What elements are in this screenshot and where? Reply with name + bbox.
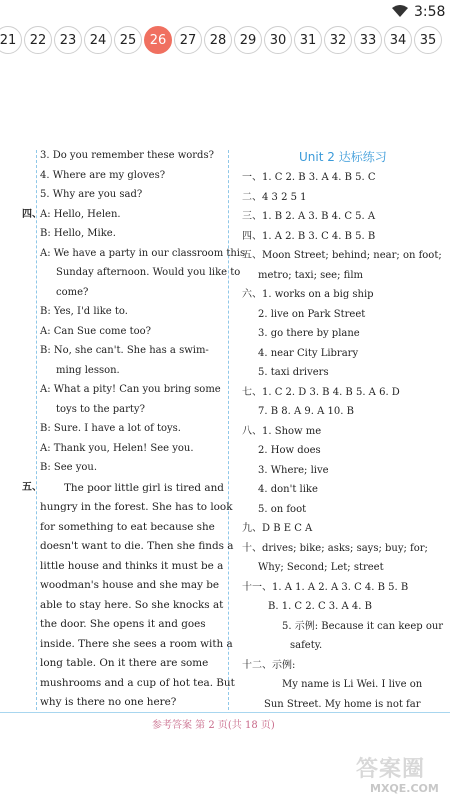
answer-line: little house and thinks it must be a xyxy=(40,559,224,572)
page-button-32[interactable]: 32 xyxy=(324,26,352,54)
key-line: 九、D B E C A xyxy=(242,523,313,534)
page-button-30[interactable]: 30 xyxy=(264,26,292,54)
page-button-23[interactable]: 23 xyxy=(54,26,82,54)
key-line: 4. near City Library xyxy=(258,347,359,359)
answer-line: mushrooms and a cup of hot tea. But xyxy=(40,676,235,689)
key-line: 十二、示例: xyxy=(242,659,296,671)
key-line: 3. Where; live xyxy=(258,464,329,476)
section-marker: 四、 xyxy=(22,208,42,220)
page-button-21[interactable]: 21 xyxy=(0,26,22,54)
key-line: 二、4 3 2 5 1 xyxy=(242,191,307,203)
key-line: 2. How does xyxy=(258,445,321,456)
key-line: 七、1. C 2. D 3. B 4. B 5. A 6. D xyxy=(242,386,400,398)
watermark-main: 答案圈 xyxy=(356,757,426,782)
status-bar xyxy=(0,0,450,24)
answer-line: woodman's house and she may be xyxy=(40,579,220,591)
page-button-31[interactable]: 31 xyxy=(294,26,322,54)
answer-line: come? xyxy=(56,286,89,298)
answer-line: 5. Why are you sad? xyxy=(40,189,143,200)
column-divider xyxy=(228,150,229,710)
answer-line: B: No, she can't. She has a swim- xyxy=(40,345,209,356)
answer-line: The poor little girl is tired and xyxy=(64,481,224,494)
answer-line: B: Yes, I'd like to. xyxy=(40,306,128,317)
key-line: 十一、1. A 1. A 2. A 3. C 4. B 5. B xyxy=(242,581,409,593)
answer-line: A: Hello, Helen. xyxy=(40,208,121,220)
watermark-sub: MXQE.COM xyxy=(370,782,439,795)
key-line: 5. taxi drivers xyxy=(258,367,329,378)
key-line: 六、1. works on a big ship xyxy=(242,289,374,300)
key-line: 5. on foot xyxy=(258,503,307,515)
key-line: 五、Moon Street; behind; near; on foot; xyxy=(242,250,442,261)
key-line: Sun Street. My home is not far xyxy=(264,698,421,710)
page-button-24[interactable]: 24 xyxy=(84,26,112,54)
key-line: 5. 示例: Because it can keep our xyxy=(282,620,444,632)
key-line: safety. xyxy=(290,640,323,651)
key-line: 一、1. C 2. B 3. A 4. B 5. C xyxy=(242,172,376,183)
answer-line: A: What a pity! Can you bring some xyxy=(40,384,221,395)
page-button-28[interactable]: 28 xyxy=(204,26,232,54)
answer-line: A: Thank you, Helen! See you. xyxy=(40,442,194,454)
key-line: 4. don't like xyxy=(258,484,318,495)
answer-line: A: We have a party in our classroom this xyxy=(40,247,246,259)
page-button-33[interactable]: 33 xyxy=(354,26,382,54)
status-time: 3:58 xyxy=(414,4,446,20)
page-button-27[interactable]: 27 xyxy=(174,26,202,54)
answer-line: 4. Where are my gloves? xyxy=(40,169,166,181)
answer-line: 3. Do you remember these words? xyxy=(40,150,214,161)
watermark-logo xyxy=(356,752,439,795)
answer-line: A: Can Sue come too? xyxy=(40,325,152,337)
key-line: metro; taxi; see; film xyxy=(258,269,363,281)
page-button-26[interactable]: 26 xyxy=(144,26,172,54)
answer-line: toys to the party? xyxy=(56,403,145,415)
key-line: Why; Second; Let; street xyxy=(258,562,384,573)
page-button-35[interactable]: 35 xyxy=(414,26,442,54)
section-marker: 五、 xyxy=(22,481,42,493)
answer-line: why is there no one here? xyxy=(40,696,177,708)
page-button-22[interactable]: 22 xyxy=(24,26,52,54)
answer-line: Sunday afternoon. Would you like to xyxy=(56,267,241,278)
wifi-icon xyxy=(392,5,408,17)
key-line: 十、drives; bike; asks; says; buy; for; xyxy=(242,542,428,554)
unit-title: Unit 2 达标练习 xyxy=(299,150,387,164)
key-line: 3. go there by plane xyxy=(258,328,360,339)
key-line: 四、1. A 2. B 3. C 4. B 5. B xyxy=(242,230,376,242)
page-button-29[interactable]: 29 xyxy=(234,26,262,54)
answer-line: B: See you. xyxy=(40,462,98,473)
answer-line: the door. She opens it and goes xyxy=(40,618,206,630)
answer-line: ming lesson. xyxy=(56,364,120,376)
key-line: 八、1. Show me xyxy=(242,425,322,437)
answer-line: able to stay here. So she knocks at xyxy=(40,598,224,611)
answer-line: doesn't want to die. Then she finds a xyxy=(40,540,234,552)
key-line: 7. B 8. A 9. A 10. B xyxy=(258,406,354,417)
margin-line xyxy=(36,150,37,710)
key-line: My name is Li Wei. I live on xyxy=(282,679,423,690)
page-selector xyxy=(0,26,450,58)
key-line: B. 1. C 2. C 3. A 4. B xyxy=(268,601,372,612)
answer-line: B: Hello, Mike. xyxy=(40,228,116,239)
answer-line: long table. On it there are some xyxy=(40,657,209,669)
answer-line: inside. There she sees a room with a xyxy=(40,637,233,650)
key-line: 三、1. B 2. A 3. B 4. C 5. A xyxy=(242,211,376,222)
page-button-25[interactable]: 25 xyxy=(114,26,142,54)
answer-line: hungry in the forest. She has to look xyxy=(40,501,233,513)
page-button-34[interactable]: 34 xyxy=(384,26,412,54)
key-line: 2. live on Park Street xyxy=(258,308,366,320)
answer-line: for something to eat because she xyxy=(40,520,215,533)
footer-text: 参考答案 第 2 页(共 18 页) xyxy=(152,720,275,731)
answer-line: B: Sure. I have a lot of toys. xyxy=(40,423,181,434)
